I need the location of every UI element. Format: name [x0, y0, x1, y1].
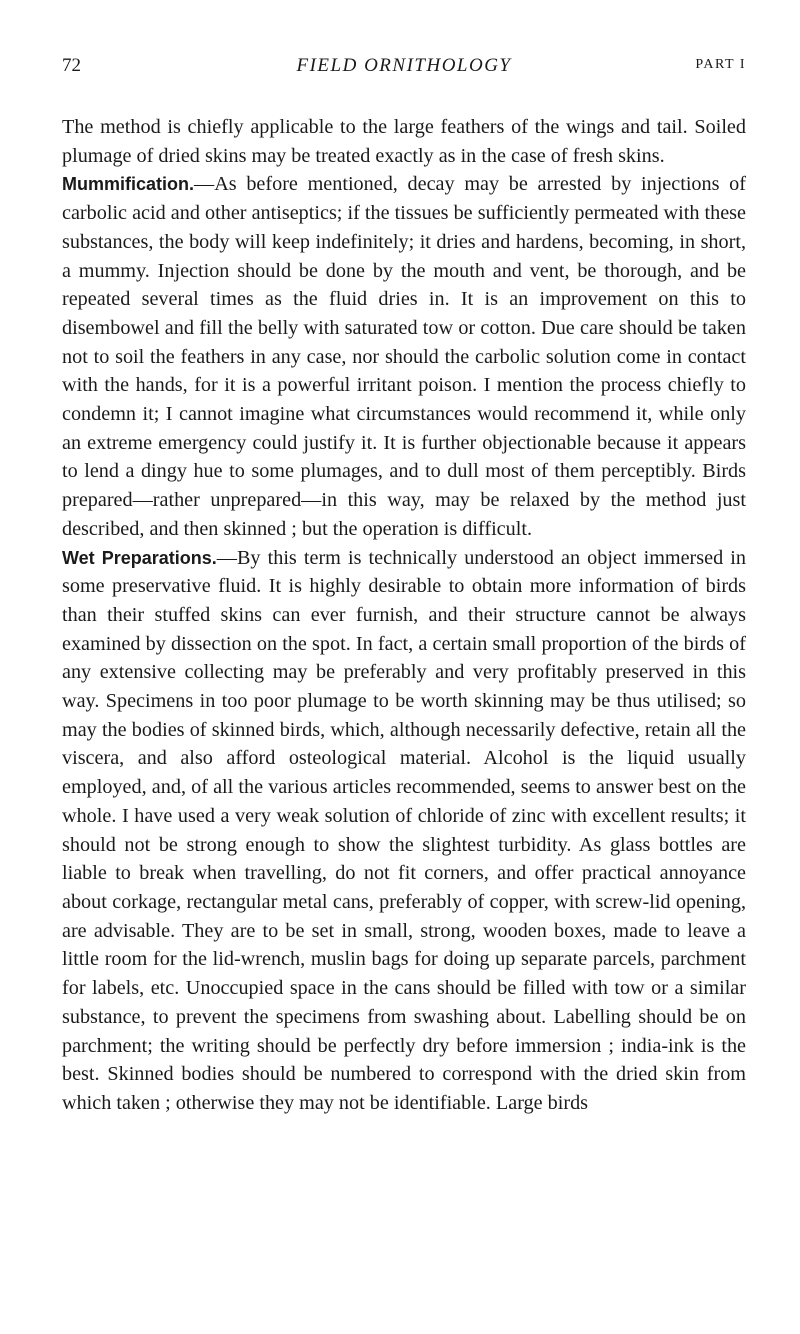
paragraph-text: The method is chiefly applicable to the large feathers of the wings and tail. Soiled plumage of dried skins may be treated exactly as in the case of fresh skins.	[62, 116, 746, 167]
paragraph-wet-preparations	[62, 544, 746, 1118]
section-heading-mummification: Mummification.	[62, 174, 195, 195]
running-title: FIELD ORNITHOLOGY	[296, 55, 512, 76]
part-label: PART I	[695, 57, 746, 72]
paragraph-intro	[62, 113, 746, 170]
paragraph-text: —By this term is technically understood an object immersed in some preservative fluid. It is highly desirable to obtain more information of birds than their stuffed skins can ever furnish, and their structure cannot be always examined by dissection on the spot. In fact, a certain small proportion of the birds of any extensive collecting may be preferably and very profitably preserved in this way. Specimens in too poor plumage to be worth skinning may be thus utilised; so may the bodies of skinned birds, which, although necessarily defective, retain all the viscera, and also afford osteological material. Alcohol is the liquid usually employed, and, of all the various articles recommended, seems to answer best on the whole. I have used a very weak solution of chloride of zinc with excellent results; it should not be strong enough to show the slightest turbidity. As glass bottles are liable to break when travelling, do not fit corners, and offer practical annoyance about corkage, rectangular metal cans, preferably of copper, with screw-lid opening, are advisable. They are to be set in small, strong, wooden boxes, made to leave a little room for the lid-wrench, muslin bags for doing up separate parcels, parchment for labels, etc. Unoccupied space in the cans should be filled with tow or a similar substance, to prevent the specimens from swashing about. Labelling should be on parchment; the writing should be perfectly dry before immersion ; india-ink is the best. Skinned bodies should be numbered to correspond with the dried skin from which taken ; otherwise they may not be identifiable. Large birds	[62, 546, 746, 1114]
running-head	[62, 55, 746, 87]
body-text	[62, 113, 746, 1118]
paragraph-mummification	[62, 170, 746, 543]
paragraph-text: —As before mentioned, decay may be arrested by injections of carbolic acid and other antiseptics; if the tissues be sufficiently permeated with these substances, the body will keep indefinitely; it dries and hardens, becoming, in short, a mummy. Injection should be done by the mouth and vent, be thorough, and be repeated several times as the fluid dries in. It is an improvement on this to disembowel and fill the belly with saturated tow or cotton. Due care should be taken not to soil the feathers in any case, nor should the carbolic solution come in contact with the hands, for it is a powerful irritant poison. I mention the process chiefly to condemn it; I cannot imagine what circumstances would recommend it, while only an extreme emergency could justify it. It is further objectionable because it appears to lend a dingy hue to some plumages, and to dull most of them perceptibly. Birds prepared—rather unprepared—in this way, may be relaxed by the method just described, and then skinned ; but the operation is difficult.	[62, 173, 746, 540]
page-number: 72	[62, 55, 81, 76]
section-heading-wet-preparations: Wet Preparations.	[62, 547, 217, 568]
